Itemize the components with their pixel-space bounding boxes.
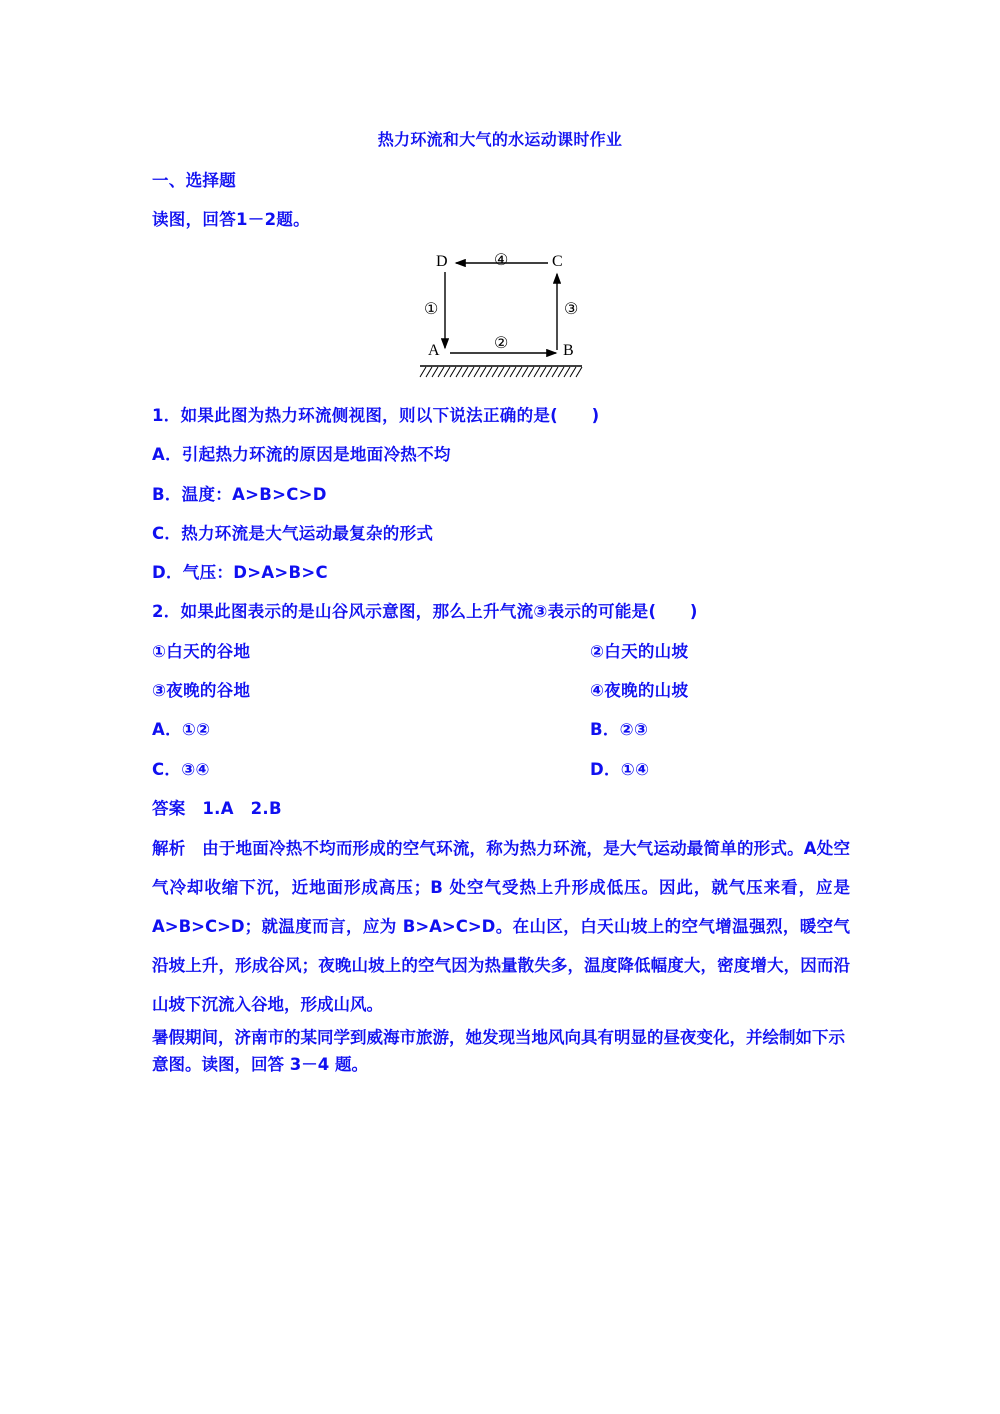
- question-2-item-1: ①白天的谷地: [152, 642, 251, 661]
- question-2-item-3: ③夜晚的谷地: [152, 681, 251, 700]
- question-2-item-4: ④夜晚的山坡: [590, 681, 689, 700]
- section-heading: 一、选择题: [152, 171, 236, 190]
- question-2-stem: 2．如果此图表示的是山谷风示意图，那么上升气流③表示的可能是( ): [152, 602, 698, 621]
- question-2-option-c: C．③④: [152, 760, 210, 779]
- question-1-option-c: C．热力环流是大气运动最复杂的形式: [152, 524, 434, 543]
- next-questions-intro: 暑假期间，济南市的某同学到威海市旅游，她发现当地风向具有明显的昼夜变化，并绘制如下示意图。读图，回答 3－4 题。: [152, 1028, 845, 1074]
- arrow-4-label: ④: [494, 252, 509, 269]
- arrow-3-label: ③: [564, 301, 579, 318]
- question-2-item-2: ②白天的山坡: [590, 642, 689, 661]
- arrow-1-label: ①: [424, 301, 439, 318]
- arrow-2-label: ②: [494, 335, 509, 352]
- question-2-option-a: A．①②: [152, 720, 211, 739]
- thermal-circulation-diagram: [400, 240, 600, 385]
- point-c-label: C: [552, 253, 563, 270]
- point-a-label: A: [428, 342, 440, 359]
- question-1-option-a: A．引起热力环流的原因是地面冷热不均: [152, 445, 451, 464]
- intro-text: 读图，回答1－2题。: [152, 210, 310, 229]
- question-1-option-d: D．气压：D>A>B>C: [152, 563, 328, 582]
- point-d-label: D: [436, 253, 448, 270]
- question-1-option-b: B．温度：A>B>C>D: [152, 485, 327, 504]
- document-title: 热力环流和大气的水运动课时作业: [377, 130, 623, 149]
- ground-hatch: [420, 366, 582, 377]
- point-b-label: B: [563, 342, 574, 359]
- question-2-option-d: D．①④: [590, 760, 650, 779]
- question-1-stem: 1．如果此图为热力环流侧视图，则以下说法正确的是( ): [152, 406, 600, 425]
- answer-line: 答案 1.A 2.B: [152, 799, 282, 818]
- analysis-paragraph: 解析 由于地面冷热不均而形成的空气环流，称为热力环流，是大气运动最简单的形式。A处空气冷却收缩下沉，近地面形成高压；B 处空气受热上升形成低压。因此，就气压来看，应是 A>B>C>D；就温度而言，应为 B>A>C>D。在山区，白天山坡上的空气增温强烈，暖空气沿坡上升，形成谷风；夜晚山坡上的空气因为热量散失多，温度降低幅度大，密度增大，因而沿山坡下沉流入谷地，形成山风。: [152, 839, 850, 1014]
- question-2-option-b: B．②③: [590, 720, 649, 739]
